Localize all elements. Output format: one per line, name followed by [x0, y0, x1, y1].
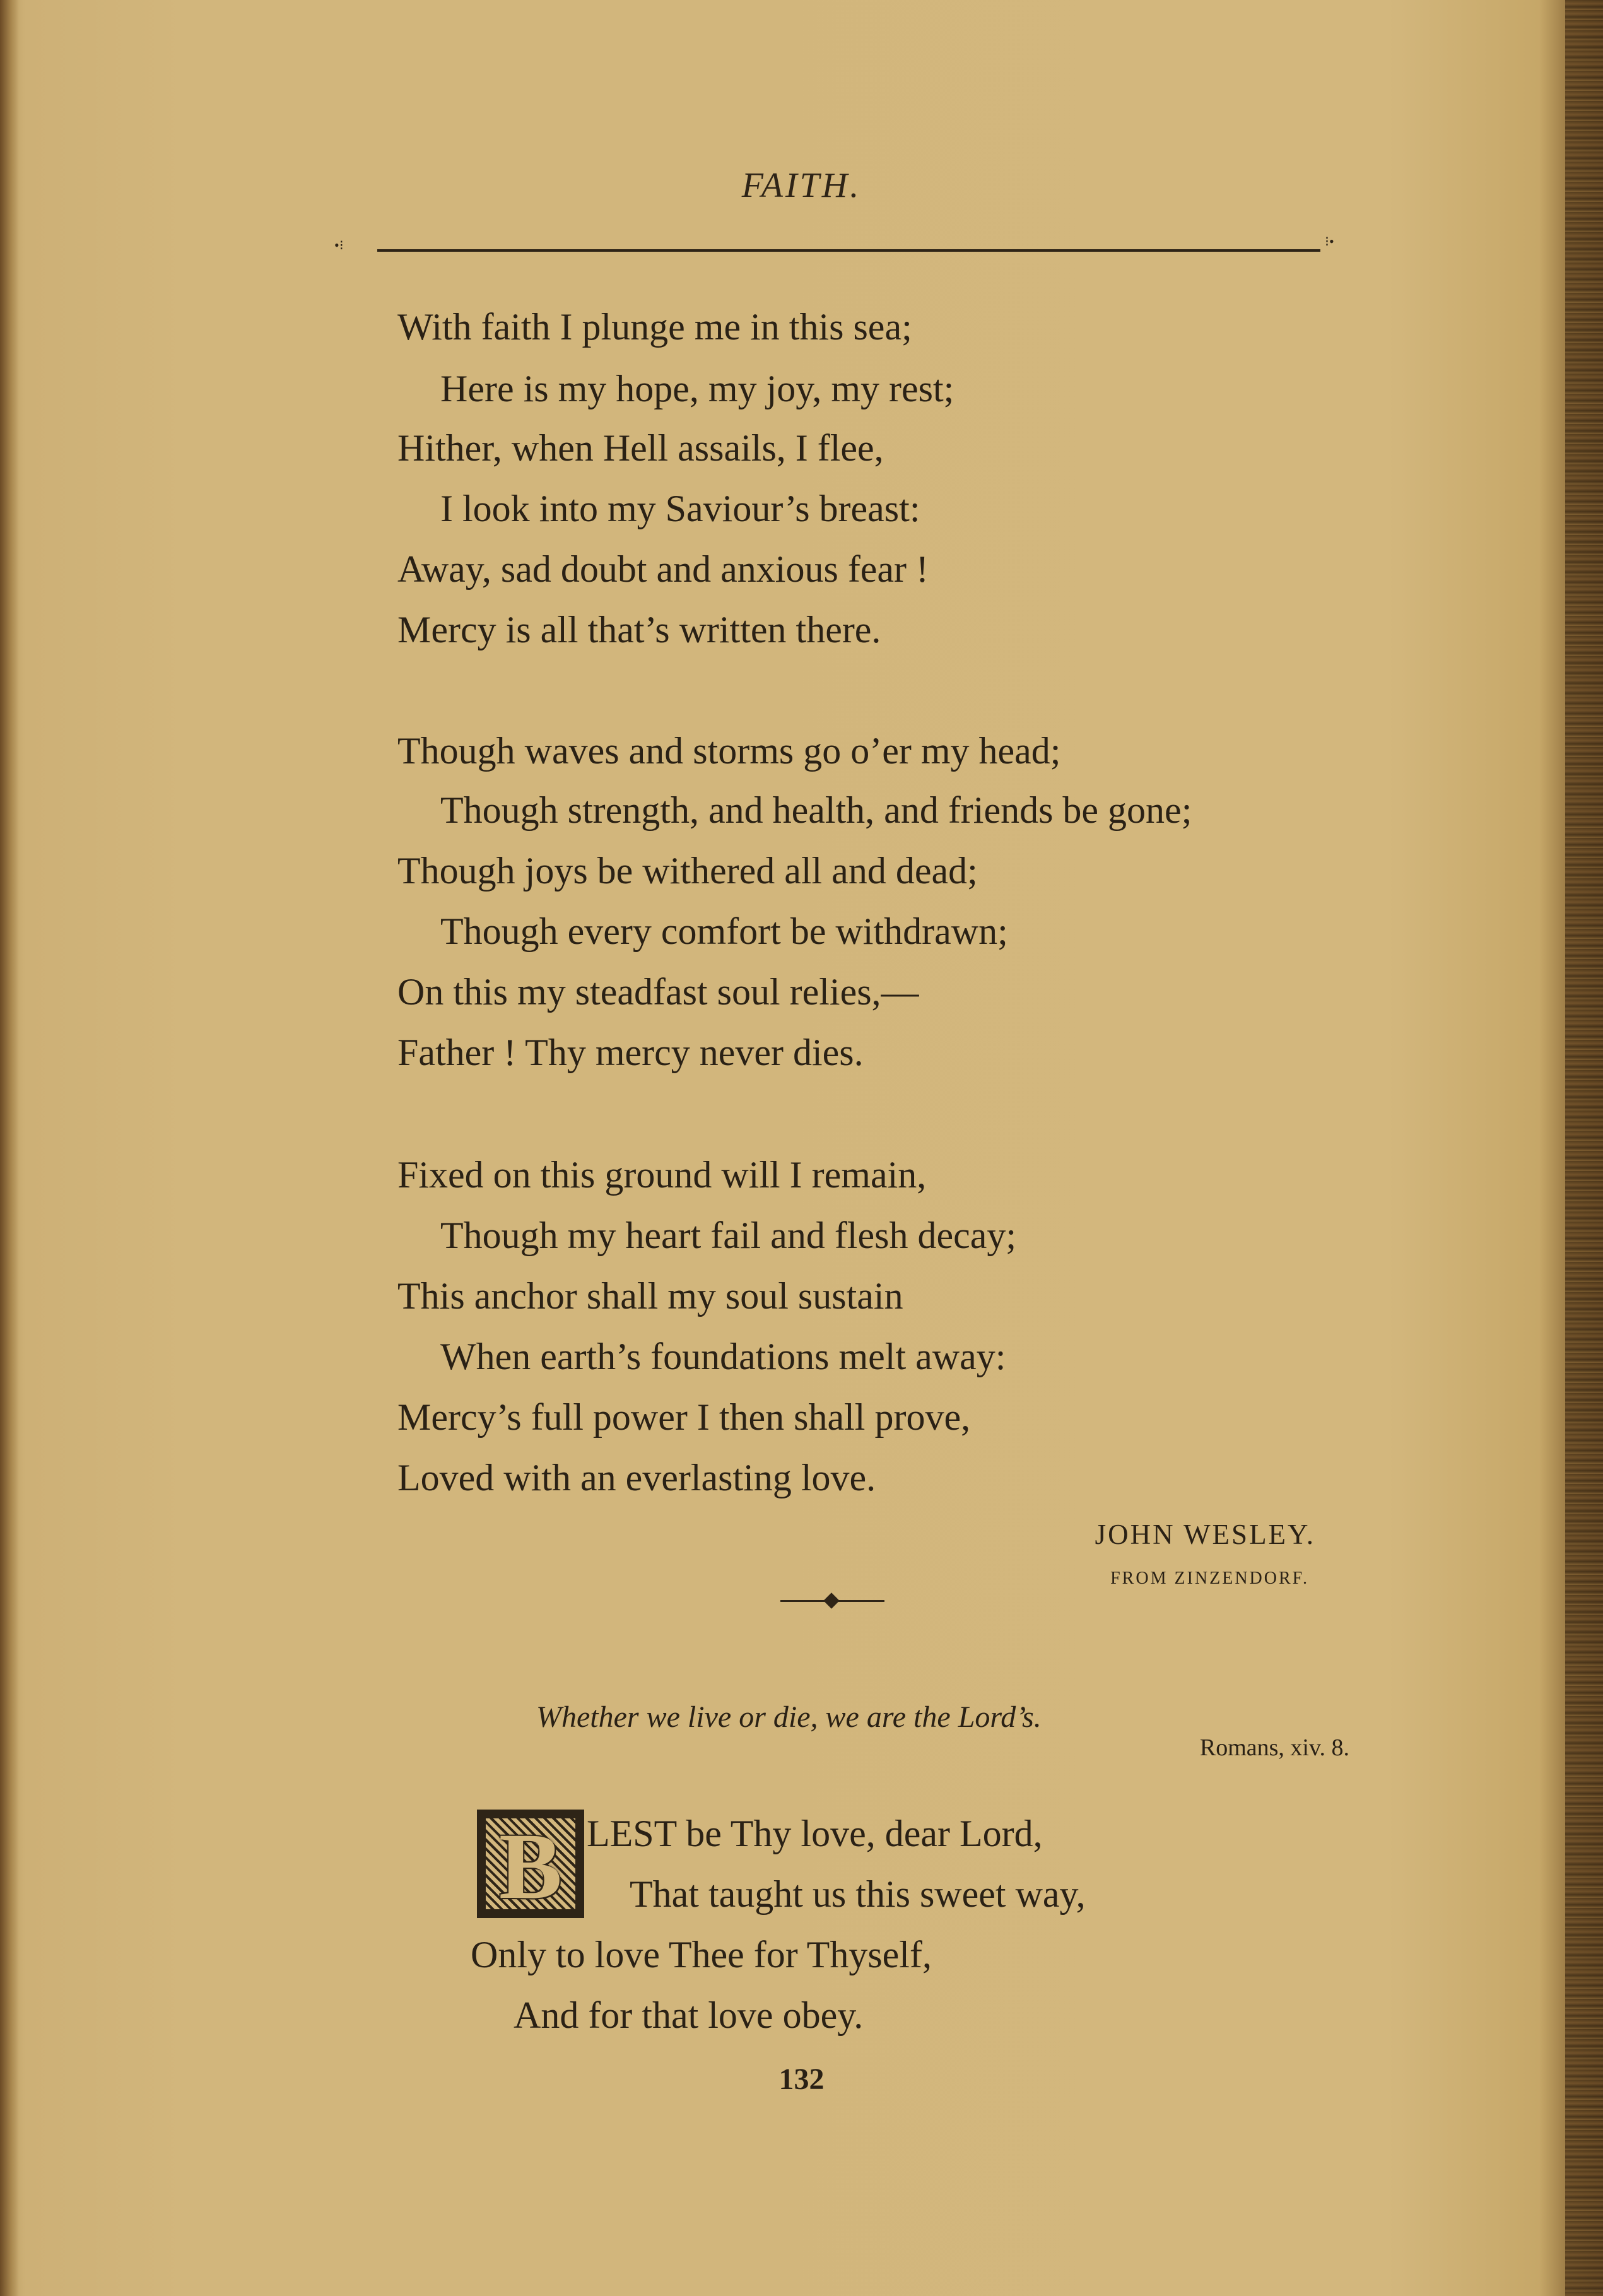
poem-line: I look into my Saviour’s breast:	[440, 488, 920, 529]
poem-line: Mercy is all that’s written there.	[397, 609, 881, 651]
left-ornament-icon: •⁝	[334, 237, 344, 253]
poem-line: That taught us this sweet way,	[630, 1873, 1086, 1915]
right-ornament-icon: ⁝•	[1325, 233, 1334, 249]
epigraph-text: Whether we live or die, we are the Lord’s.	[536, 1700, 1042, 1734]
poem-line: Though strength, and health, and friends be gone;	[440, 789, 1192, 831]
poem-line: When earth’s foundations melt away:	[440, 1336, 1006, 1377]
divider-diamond-icon	[823, 1592, 839, 1608]
poem-line: Father ! Thy mercy never dies.	[397, 1032, 864, 1073]
page-gutter-shadow	[0, 0, 19, 2296]
poem-line: Fixed on this ground will I remain,	[397, 1154, 927, 1196]
poem-line: This anchor shall my soul sustain	[397, 1275, 903, 1317]
drop-cap-letter: B	[498, 1814, 563, 1919]
poem-line: With faith I plunge me in this sea;	[397, 306, 912, 348]
poem-line: Though my heart fail and flesh decay;	[440, 1215, 1017, 1256]
epigraph-reference: Romans, xiv. 8.	[1199, 1734, 1349, 1761]
poem-line: Mercy’s full power I then shall prove,	[397, 1396, 971, 1438]
header-rule	[377, 249, 1320, 252]
poem-line: Though joys be withered all and dead;	[397, 850, 978, 892]
poem-line: Hither, when Hell assails, I flee,	[397, 427, 884, 469]
poem-line: On this my steadfast soul relies,—	[397, 971, 919, 1013]
author-source: FROM ZINZENDORF.	[1110, 1569, 1309, 1588]
page-number: 132	[778, 2063, 825, 2096]
poem-line: LEST be Thy love, dear Lord,	[587, 1813, 1043, 1854]
author-name: JOHN WESLEY.	[1095, 1519, 1315, 1550]
poem-line: Here is my hope, my joy, my rest;	[440, 368, 954, 409]
poem-line: Only to love Thee for Thyself,	[471, 1934, 932, 1975]
running-head: FAITH.	[741, 166, 862, 205]
poem-line: Though every comfort be withdrawn;	[440, 910, 1008, 952]
drop-cap	[477, 1810, 584, 1918]
page-edge	[1565, 0, 1603, 2296]
poem-line: Though waves and storms go o’er my head;	[397, 730, 1061, 772]
poem-line: Away, sad doubt and anxious fear !	[397, 548, 929, 590]
poem-line: And for that love obey.	[514, 1994, 864, 2036]
poem-line: Loved with an everlasting love.	[397, 1457, 876, 1498]
